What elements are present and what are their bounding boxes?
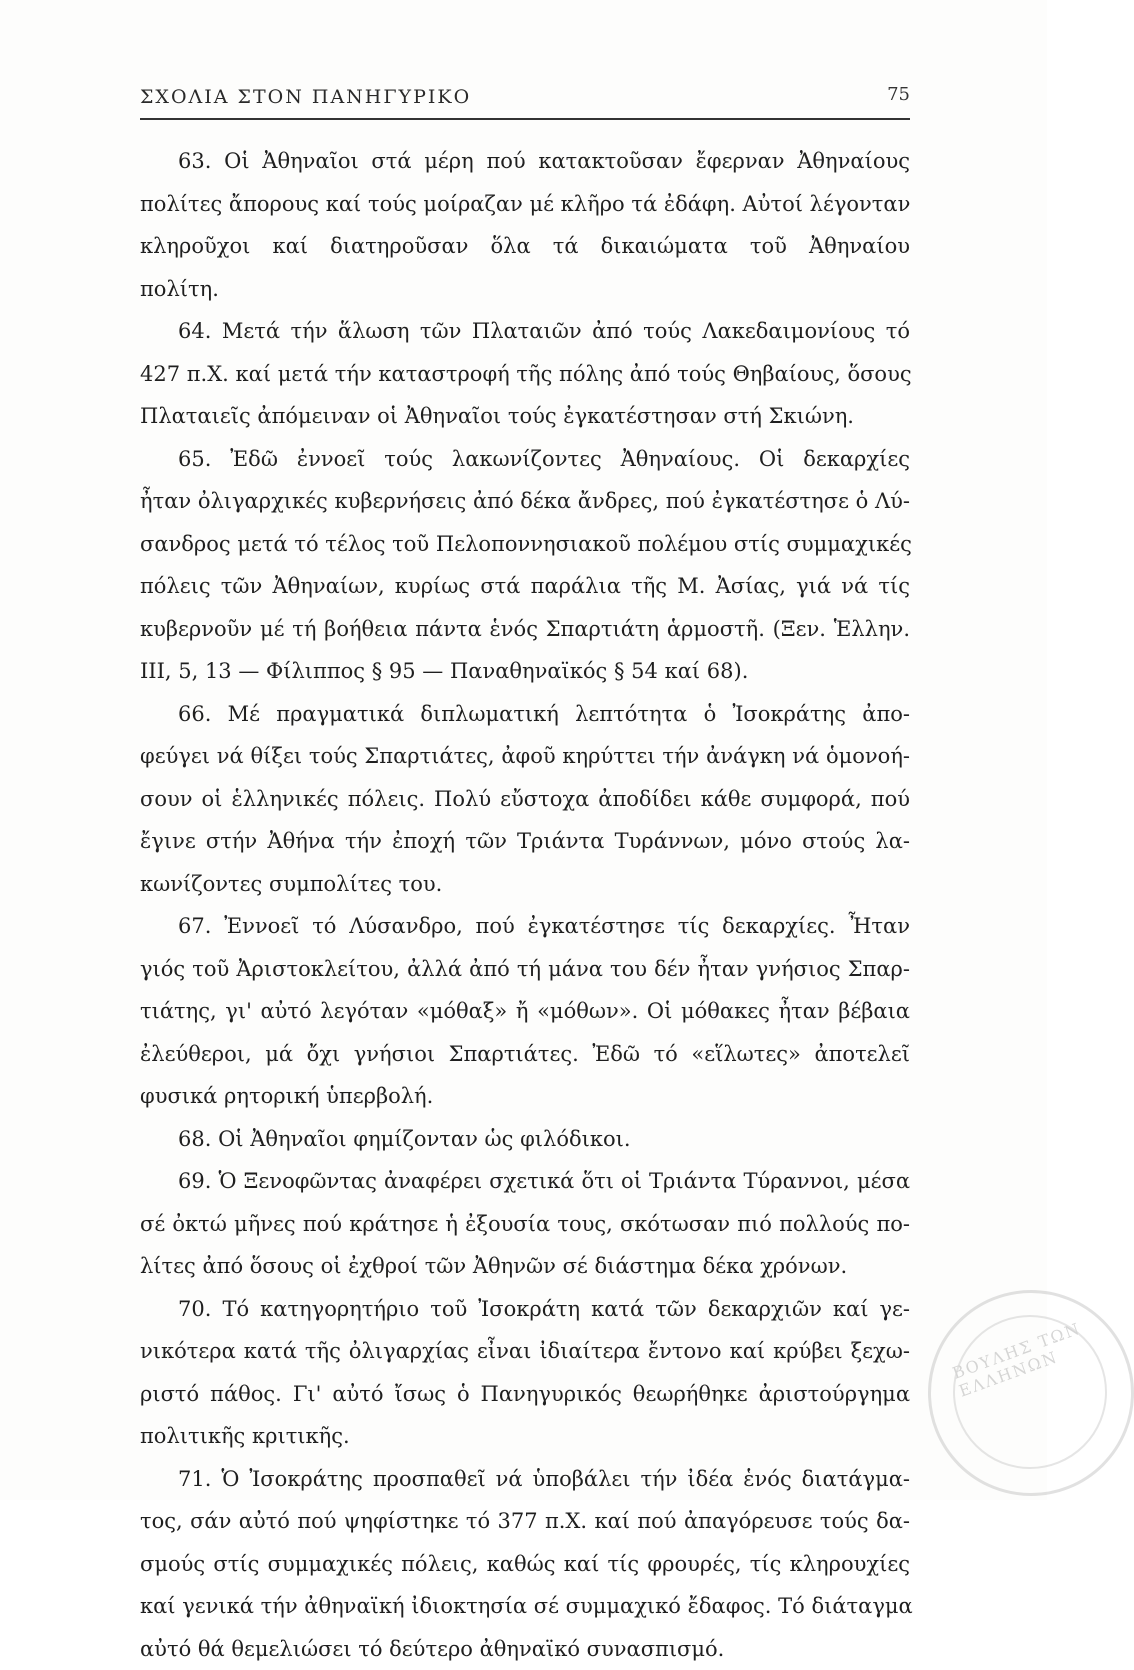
- text-line: ἔγινε στήν Ἀθήνα τήν ἐποχή τῶν Τριάντα Τυράννων, μόνο στούς λα-: [140, 820, 910, 863]
- text-line: 67. Ἐννοεῖ τό Λύσανδρο, πού ἐγκατέστησε τίς δεκαρχίες. Ἦταν: [140, 905, 910, 948]
- stamp-text: ΒΟΥΛΗΣ ΤΩΝ ΕΛΛΗΝΩΝ: [950, 1303, 1132, 1400]
- text-line: σανδρος μετά τό τέλος τοῦ Πελοποννησιακοῦ πολέμου στίς συμμαχικές: [140, 523, 910, 566]
- text-line: τιάτης, γι' αὐτό λεγόταν «μόθαξ» ἤ «μόθων». Οἱ μόθακες ἦταν βέβαια: [140, 990, 910, 1033]
- text-line: ἐλεύθεροι, μά ὄχι γνήσιοι Σπαρτιάτες. Ἐδῶ τό «εἵλωτες» ἀποτελεῖ: [140, 1033, 910, 1076]
- text-line: 68. Οἱ Ἀθηναῖοι φημίζονταν ὡς φιλόδικοι.: [140, 1118, 910, 1161]
- text-line: τος, σάν αὐτό πού ψηφίστηκε τό 377 π.Χ. καί πού ἀπαγόρευσε τούς δα-: [140, 1500, 910, 1543]
- text-line: Πλαταιεῖς ἀπόμειναν οἱ Ἀθηναῖοι τούς ἐγκατέστησαν στή Σκιώνη.: [140, 395, 910, 438]
- text-line: πόλεις τῶν Ἀθηναίων, κυρίως στά παράλια τῆς Μ. Ἀσίας, γιά νά τίς: [140, 565, 910, 608]
- text-line: πολίτη.: [140, 268, 910, 311]
- text-line: κυβερνοῦν μέ τή βοήθεια πάντα ἑνός Σπαρτιάτη ἁρμοστῆ. (Ξεν. Ἑλλην.: [140, 608, 910, 651]
- header-rule: [140, 118, 910, 120]
- text-line: 65. Ἐδῶ ἐννοεῖ τούς λακωνίζοντες Ἀθηναίους. Οἱ δεκαρχίες: [140, 438, 910, 481]
- text-line: ἦταν ὀλιγαρχικές κυβερνήσεις ἀπό δέκα ἄνδρες, πού ἐγκατέστησε ὁ Λύ-: [140, 480, 910, 523]
- text-line: καί γενικά τήν ἀθηναϊκή ἰδιοκτησία σέ συμμαχικό ἔδαφος. Τό διάταγμα: [140, 1585, 910, 1628]
- text-line: πολίτες ἄπορους καί τούς μοίραζαν μέ κλῆρο τά ἐδάφη. Αὐτοί λέγονταν: [140, 183, 910, 226]
- text-line: ριστό πάθος. Γι' αὐτό ἴσως ὁ Πανηγυρικός θεωρήθηκε ἀριστούργημα: [140, 1373, 910, 1416]
- running-title: ΣΧΟΛΙΑ ΣΤΟΝ ΠΑΝΗΓΥΡΙΚΟ: [140, 86, 471, 108]
- text-line: σουν οἱ ἑλληνικές πόλεις. Πολύ εὔστοχα ἀποδίδει κάθε συμφορά, πού: [140, 778, 910, 821]
- text-line: 64. Μετά τήν ἅλωση τῶν Πλαταιῶν ἀπό τούς Λακεδαιμονίους τό: [140, 310, 910, 353]
- text-line: 69. Ὁ Ξενοφῶντας ἀναφέρει σχετικά ὅτι οἱ Τριάντα Τύραννοι, μέσα: [140, 1160, 910, 1203]
- text-line: σμούς στίς συμμαχικές πόλεις, καθώς καί τίς φρουρές, τίς κληρουχίες: [140, 1543, 910, 1586]
- text-line: γιός τοῦ Ἀριστοκλείτου, ἀλλά ἀπό τή μάνα του δέν ἦταν γνήσιος Σπαρ-: [140, 948, 910, 991]
- text-line: νικότερα κατά τῆς ὀλιγαρχίας εἶναι ἰδιαίτερα ἔντονο καί κρύβει ξεχω-: [140, 1330, 910, 1373]
- running-head: [140, 82, 910, 116]
- text-line: 63. Οἱ Ἀθηναῖοι στά μέρη πού κατακτοῦσαν ἔφερναν Ἀθηναίους: [140, 140, 910, 183]
- text-line: φυσικά ρητορική ὑπερβολή.: [140, 1075, 910, 1118]
- text-line: ΙΙΙ, 5, 13 — Φίλιππος § 95 — Παναθηναϊκός § 54 καί 68).: [140, 650, 910, 693]
- text-line: 70. Τό κατηγορητήριο τοῦ Ἰσοκράτη κατά τῶν δεκαρχιῶν καί γε-: [140, 1288, 910, 1331]
- commentary-text: [140, 140, 910, 1670]
- page-number: 75: [887, 84, 910, 105]
- text-line: κληροῦχοι καί διατηροῦσαν ὅλα τά δικαιώματα τοῦ Ἀθηναίου: [140, 225, 910, 268]
- text-line: αὐτό θά θεμελιώσει τό δεύτερο ἀθηναϊκό συνασπισμό.: [140, 1628, 910, 1670]
- text-line: πολιτικῆς κριτικῆς.: [140, 1415, 910, 1458]
- text-line: κωνίζοντες συμπολίτες του.: [140, 863, 910, 906]
- text-line: 427 π.Χ. καί μετά τήν καταστροφή τῆς πόλης ἀπό τούς Θηβαίους, ὅσους: [140, 353, 910, 396]
- text-line: σέ ὀκτώ μῆνες πού κράτησε ἡ ἐξουσία τους, σκότωσαν πιό πολλούς πο-: [140, 1203, 910, 1246]
- text-line: 71. Ὁ Ἰσοκράτης προσπαθεῖ νά ὑποβάλει τήν ἰδέα ἑνός διατάγμα-: [140, 1458, 910, 1501]
- text-line: φεύγει νά θίξει τούς Σπαρτιάτες, ἀφοῦ κηρύττει τήν ἀνάγκη νά ὁμονοή-: [140, 735, 910, 778]
- library-stamp: [928, 1290, 1134, 1496]
- text-line: 66. Μέ πραγματικά διπλωματική λεπτότητα ὁ Ἰσοκράτης ἀπο-: [140, 693, 910, 736]
- text-line: λίτες ἀπό ὅσους οἱ ἐχθροί τῶν Ἀθηνῶν σέ διάστημα δέκα χρόνων.: [140, 1245, 910, 1288]
